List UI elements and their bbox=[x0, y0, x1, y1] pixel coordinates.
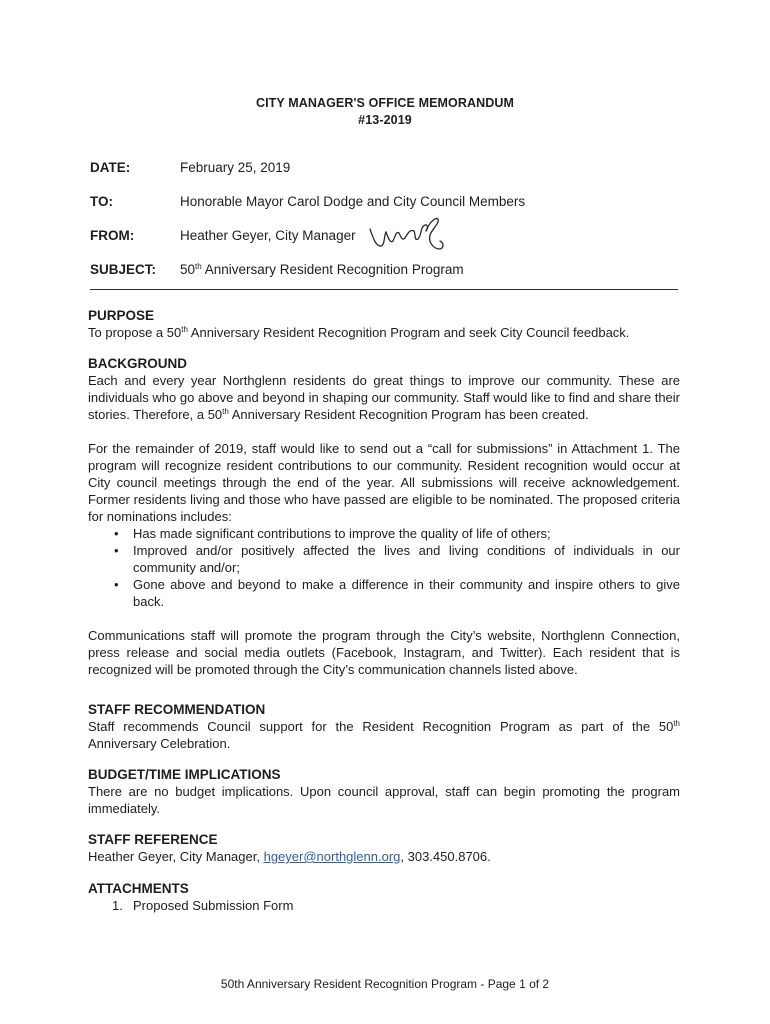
attachment-number: 1. bbox=[112, 898, 123, 913]
staff-recommendation-text-b: Anniversary Celebration. bbox=[88, 736, 231, 751]
staff-recommendation-superscript: th bbox=[673, 719, 680, 728]
purpose-text bbox=[88, 324, 680, 341]
background-section bbox=[88, 355, 680, 678]
staff-reference-section bbox=[88, 831, 680, 865]
subject-value bbox=[180, 261, 464, 278]
criteria-text: Gone above and beyond to make a difference in their community and inspire others to give back. bbox=[133, 577, 680, 609]
bullet-icon: • bbox=[114, 577, 119, 592]
staff-recommendation-section bbox=[88, 701, 680, 752]
criteria-text: Improved and/or positively affected the lives and living conditions of individuals in our community and/or; bbox=[133, 543, 680, 575]
header-divider bbox=[90, 289, 678, 290]
subject-label: SUBJECT: bbox=[90, 262, 157, 277]
staff-reference-text-b: , 303.450.8706. bbox=[400, 849, 491, 864]
bullet-icon: • bbox=[114, 543, 119, 558]
background-heading: BACKGROUND bbox=[88, 356, 187, 371]
attachments-heading: ATTACHMENTS bbox=[88, 881, 189, 896]
bullet-icon: • bbox=[114, 526, 119, 541]
date-label: DATE: bbox=[90, 160, 131, 175]
date-value: February 25, 2019 bbox=[180, 160, 291, 175]
background-paragraph-2: For the remainder of 2019, staff would like to send out a “call for submissions” in Attachment 1. The program will recognize resident contributions to our community. Resident recognition would occur at City council meetings through the end of the year. All submissions will receive acknowledgement. Former residents living and those who have passed are eligible to be nominated. The proposed criteria for nominations includes: bbox=[88, 441, 680, 524]
staff-reference-heading: STAFF REFERENCE bbox=[88, 832, 218, 847]
criteria-text: Has made significant contributions to improve the quality of life of others; bbox=[133, 526, 551, 541]
budget-heading: BUDGET/TIME IMPLICATIONS bbox=[88, 767, 281, 782]
attachments-list bbox=[88, 897, 680, 914]
attachment-label: Proposed Submission Form bbox=[133, 898, 294, 913]
purpose-text-a: To propose a 50 bbox=[88, 325, 182, 340]
from-value: Heather Geyer, City Manager bbox=[180, 228, 356, 243]
to-value: Honorable Mayor Carol Dodge and City Council Members bbox=[180, 194, 526, 209]
background-p1-superscript: th bbox=[222, 407, 229, 416]
purpose-heading: PURPOSE bbox=[88, 308, 155, 323]
purpose-text-b: Anniversary Resident Recognition Program and seek City Council feedback. bbox=[187, 325, 630, 340]
list-item bbox=[88, 897, 680, 914]
attachments-section bbox=[88, 880, 680, 914]
staff-recommendation-heading: STAFF RECOMMENDATION bbox=[88, 702, 266, 717]
subject-number: 50 bbox=[180, 262, 196, 277]
background-paragraph-3: Communications staff will promote the program through the City’s website, Northglenn Connection, press release and social media outlets (Facebook, Instagram, and Twitter). Each resident that is recognized will be promoted through the City’s communication channels listed above. bbox=[88, 628, 680, 677]
list-item bbox=[88, 525, 680, 542]
from-label: FROM: bbox=[90, 228, 135, 243]
criteria-list bbox=[88, 525, 680, 610]
list-item bbox=[88, 542, 680, 576]
purpose-superscript: th bbox=[181, 325, 188, 334]
background-p1-a: Each and every year Northglenn residents do great things to improve our community. These are individuals who go above and beyond in shaping our community. Staff would like to find and share their stories. Therefore, a 50 bbox=[88, 373, 680, 422]
memo-number: #13-2019 bbox=[358, 113, 412, 127]
email-link[interactable]: hgeyer@northglenn.org bbox=[263, 849, 401, 864]
subject-rest: Anniversary Resident Recognition Program bbox=[201, 262, 464, 277]
signature-initials bbox=[368, 215, 446, 253]
staff-reference-text-a: Heather Geyer, City Manager, bbox=[88, 849, 264, 864]
budget-section bbox=[88, 766, 680, 817]
background-paragraph-1 bbox=[88, 372, 680, 423]
subject-superscript: th bbox=[195, 262, 202, 271]
page-footer: 50th Anniversary Resident Recognition Program - Page 1 of 2 bbox=[220, 977, 550, 991]
staff-recommendation-text bbox=[88, 718, 680, 752]
to-label: TO: bbox=[90, 194, 113, 209]
list-item bbox=[88, 576, 680, 610]
staff-reference-text bbox=[88, 848, 680, 865]
purpose-section bbox=[88, 307, 680, 341]
background-p1-b: Anniversary Resident Recognition Program has been created. bbox=[228, 407, 589, 422]
budget-text: There are no budget implications. Upon council approval, staff can begin promoting the program immediately. bbox=[88, 784, 680, 816]
memo-title: CITY MANAGER'S OFFICE MEMORANDUM bbox=[255, 96, 515, 110]
staff-recommendation-text-a: Staff recommends Council support for the Resident Recognition Program as part of the 50 bbox=[88, 719, 674, 734]
